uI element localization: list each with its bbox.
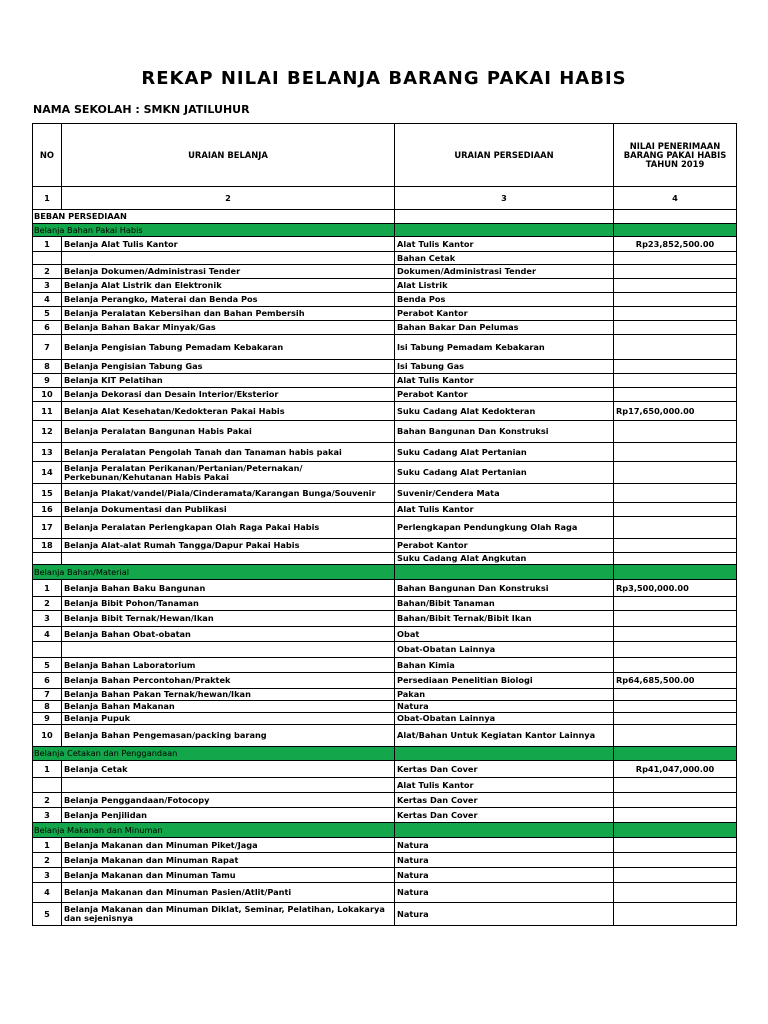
nilai-cell bbox=[614, 808, 737, 823]
nilai-cell bbox=[614, 838, 737, 853]
row-number: 6 bbox=[33, 673, 62, 689]
table-row bbox=[33, 388, 737, 402]
uraian-persediaan-cell: Bahan Bangunan Dan Konstruksi bbox=[395, 580, 614, 597]
uraian-belanja-cell: Belanja Peralatan Bangunan Habis Pakai bbox=[62, 421, 395, 443]
uraian-persediaan-cell: Kertas Dan Cover bbox=[395, 761, 614, 778]
uraian-persediaan-cell: Natura bbox=[395, 868, 614, 883]
uraian-belanja-cell: Belanja Bahan Obat-obatan bbox=[62, 627, 395, 642]
uraian-persediaan-cell: Natura bbox=[395, 903, 614, 926]
uraian-persediaan-cell: Perabot Kantor bbox=[395, 307, 614, 321]
nilai-cell bbox=[614, 421, 737, 443]
nilai-cell bbox=[614, 883, 737, 903]
uraian-persediaan-cell: Bahan Cetak bbox=[395, 252, 614, 265]
table-row bbox=[33, 793, 737, 808]
section-empty-cell bbox=[395, 224, 614, 237]
row-number: 17 bbox=[33, 517, 62, 539]
uraian-belanja-cell: Belanja Alat Listrik dan Elektronik bbox=[62, 279, 395, 293]
nilai-cell bbox=[614, 443, 737, 462]
uraian-belanja-cell bbox=[62, 778, 395, 793]
nilai-cell bbox=[614, 503, 737, 517]
table-row bbox=[33, 853, 737, 868]
table-row bbox=[33, 627, 737, 642]
section-empty-cell bbox=[614, 565, 737, 580]
row-number: 5 bbox=[33, 903, 62, 926]
section-header-row bbox=[33, 747, 737, 761]
uraian-persediaan-cell: Bahan/Bibit Ternak/Bibit Ikan bbox=[395, 611, 614, 627]
nilai-cell bbox=[614, 689, 737, 701]
uraian-persediaan-cell: Pakan bbox=[395, 689, 614, 701]
table-row bbox=[33, 808, 737, 823]
row-number: 1 bbox=[33, 580, 62, 597]
section-header-row bbox=[33, 565, 737, 580]
uraian-belanja-cell: Belanja Bahan Percontohan/Praktek bbox=[62, 673, 395, 689]
header-row bbox=[33, 124, 737, 187]
row-number: 5 bbox=[33, 307, 62, 321]
uraian-belanja-cell: Belanja Penjilidan bbox=[62, 808, 395, 823]
uraian-belanja-cell: Belanja Peralatan Perlengkapan Olah Raga Pakai Habis bbox=[62, 517, 395, 539]
nilai-cell bbox=[614, 484, 737, 503]
row-number: 1 bbox=[33, 838, 62, 853]
col-number: 3 bbox=[395, 187, 614, 210]
table-row bbox=[33, 689, 737, 701]
uraian-belanja-cell: Belanja Bahan Bakar Minyak/Gas bbox=[62, 321, 395, 335]
table-row bbox=[33, 421, 737, 443]
table-row bbox=[33, 673, 737, 689]
table-row bbox=[33, 642, 737, 658]
row-number: 14 bbox=[33, 462, 62, 484]
table-row bbox=[33, 658, 737, 673]
uraian-belanja-cell: Belanja Peralatan Pengolah Tanah dan Tanaman habis pakai bbox=[62, 443, 395, 462]
uraian-belanja-cell: Belanja Makanan dan Minuman Tamu bbox=[62, 868, 395, 883]
table-row bbox=[33, 903, 737, 926]
group-header-row bbox=[33, 210, 737, 224]
row-number: 1 bbox=[33, 761, 62, 778]
uraian-persediaan-cell: Alat Listrik bbox=[395, 279, 614, 293]
nilai-cell bbox=[614, 388, 737, 402]
col-number: 1 bbox=[33, 187, 62, 210]
section-empty-cell bbox=[614, 747, 737, 761]
uraian-persediaan-cell: Bahan/Bibit Tanaman bbox=[395, 597, 614, 611]
uraian-persediaan-cell: Perlengkapan Pendungkung Olah Raga bbox=[395, 517, 614, 539]
uraian-belanja-cell: Belanja Bahan Pengemasan/packing barang bbox=[62, 725, 395, 747]
nilai-cell bbox=[614, 597, 737, 611]
uraian-belanja-cell: Belanja Penggandaan/Fotocopy bbox=[62, 793, 395, 808]
row-number: 3 bbox=[33, 868, 62, 883]
nilai-cell bbox=[614, 462, 737, 484]
table-row bbox=[33, 443, 737, 462]
table-row bbox=[33, 237, 737, 252]
table-row bbox=[33, 335, 737, 360]
nilai-cell bbox=[614, 539, 737, 553]
row-number: 2 bbox=[33, 265, 62, 279]
nilai-cell bbox=[614, 360, 737, 374]
table-row bbox=[33, 539, 737, 553]
uraian-persediaan-cell: Alat Tulis Kantor bbox=[395, 374, 614, 388]
uraian-persediaan-cell: Alat Tulis Kantor bbox=[395, 503, 614, 517]
table-row bbox=[33, 307, 737, 321]
table-row bbox=[33, 838, 737, 853]
row-number: 2 bbox=[33, 597, 62, 611]
uraian-persediaan-cell: Natura bbox=[395, 838, 614, 853]
uraian-persediaan-cell: Bahan Kimia bbox=[395, 658, 614, 673]
nilai-cell bbox=[614, 627, 737, 642]
uraian-belanja-cell: Belanja Alat-alat Rumah Tangga/Dapur Pakai Habis bbox=[62, 539, 395, 553]
row-number: 2 bbox=[33, 793, 62, 808]
row-number: 16 bbox=[33, 503, 62, 517]
nilai-cell bbox=[614, 553, 737, 565]
row-number: 3 bbox=[33, 611, 62, 627]
uraian-belanja-cell: Belanja Pupuk bbox=[62, 713, 395, 725]
table-row bbox=[33, 252, 737, 265]
nilai-cell bbox=[614, 321, 737, 335]
nilai-cell: Rp17,650,000.00 bbox=[614, 402, 737, 421]
table-row bbox=[33, 713, 737, 725]
table-row bbox=[33, 611, 737, 627]
nilai-cell bbox=[614, 279, 737, 293]
nilai-cell bbox=[614, 853, 737, 868]
uraian-belanja-cell: Belanja Makanan dan Minuman Pasien/Atlit/Panti bbox=[62, 883, 395, 903]
section-label: Belanja Cetakan dan Penggandaan bbox=[33, 747, 395, 761]
uraian-belanja-cell: Belanja Peralatan Perikanan/Pertanian/Peternakan/ Perkebunan/Kehutanan Habis Pakai bbox=[62, 462, 395, 484]
table-row bbox=[33, 868, 737, 883]
row-number: 5 bbox=[33, 658, 62, 673]
header-uraian-belanja: URAIAN BELANJA bbox=[62, 124, 395, 187]
row-number bbox=[33, 778, 62, 793]
group-label: BEBAN PERSEDIAAN bbox=[33, 210, 395, 224]
table-row bbox=[33, 293, 737, 307]
uraian-belanja-cell bbox=[62, 252, 395, 265]
nilai-cell bbox=[614, 293, 737, 307]
nilai-cell bbox=[614, 252, 737, 265]
uraian-belanja-cell: Belanja Peralatan Kebersihan dan Bahan Pembersih bbox=[62, 307, 395, 321]
uraian-persediaan-cell: Obat bbox=[395, 627, 614, 642]
table-row bbox=[33, 484, 737, 503]
table-row bbox=[33, 701, 737, 713]
nilai-cell bbox=[614, 903, 737, 926]
nilai-cell bbox=[614, 725, 737, 747]
uraian-belanja-cell: Belanja Makanan dan Minuman Diklat, Seminar, Pelatihan, Lokakarya dan sejenisnya bbox=[62, 903, 395, 926]
row-number bbox=[33, 642, 62, 658]
uraian-persediaan-cell: Kertas Dan Cover bbox=[395, 793, 614, 808]
table-row bbox=[33, 402, 737, 421]
uraian-belanja-cell: Belanja Dokumentasi dan Publikasi bbox=[62, 503, 395, 517]
row-number: 8 bbox=[33, 360, 62, 374]
uraian-belanja-cell: Belanja Plakat/vandel/Piala/Cinderamata/Karangan Bunga/Souvenir bbox=[62, 484, 395, 503]
table-row bbox=[33, 279, 737, 293]
nilai-cell bbox=[614, 517, 737, 539]
uraian-persediaan-cell: Perabot Kantor bbox=[395, 388, 614, 402]
nilai-cell: Rp3,500,000.00 bbox=[614, 580, 737, 597]
uraian-persediaan-cell: Suku Cadang Alat Angkutan bbox=[395, 553, 614, 565]
section-empty-cell bbox=[614, 224, 737, 237]
uraian-persediaan-cell: Alat Tulis Kantor bbox=[395, 778, 614, 793]
uraian-persediaan-cell: Suku Cadang Alat Kedokteran bbox=[395, 402, 614, 421]
nilai-cell bbox=[614, 658, 737, 673]
row-number: 7 bbox=[33, 335, 62, 360]
row-number: 9 bbox=[33, 713, 62, 725]
column-number-row bbox=[33, 187, 737, 210]
uraian-belanja-cell: Belanja Bahan Makanan bbox=[62, 701, 395, 713]
nilai-cell bbox=[614, 335, 737, 360]
col-number: 2 bbox=[62, 187, 395, 210]
table-row bbox=[33, 553, 737, 565]
rekap-table bbox=[32, 123, 737, 926]
table-row bbox=[33, 761, 737, 778]
nilai-cell bbox=[614, 793, 737, 808]
header-nilai: NILAI PENERIMAAN BARANG PAKAI HABIS TAHUN 2019 bbox=[614, 124, 737, 187]
section-label: Belanja Bahan/Material bbox=[33, 565, 395, 580]
col-number: 4 bbox=[614, 187, 737, 210]
uraian-belanja-cell: Belanja Pengisian Tabung Pemadam Kebakaran bbox=[62, 335, 395, 360]
uraian-belanja-cell: Belanja Alat Tulis Kantor bbox=[62, 237, 395, 252]
uraian-persediaan-cell: Isi Tabung Pemadam Kebakaran bbox=[395, 335, 614, 360]
section-header-row bbox=[33, 224, 737, 237]
header-uraian-persediaan: URAIAN PERSEDIAAN bbox=[395, 124, 614, 187]
page-title: REKAP NILAI BELANJA BARANG PAKAI HABIS bbox=[141, 68, 627, 89]
school-name: NAMA SEKOLAH : SMKN JATILUHUR bbox=[33, 103, 250, 116]
row-number bbox=[33, 252, 62, 265]
uraian-belanja-cell: Belanja Alat Kesehatan/Kedokteran Pakai Habis bbox=[62, 402, 395, 421]
nilai-cell bbox=[614, 265, 737, 279]
row-number: 7 bbox=[33, 689, 62, 701]
section-empty-cell bbox=[614, 210, 737, 224]
uraian-persediaan-cell: Natura bbox=[395, 701, 614, 713]
uraian-belanja-cell bbox=[62, 642, 395, 658]
section-label: Belanja Makanan dan Minuman bbox=[33, 823, 395, 838]
nilai-cell bbox=[614, 374, 737, 388]
table-row bbox=[33, 265, 737, 279]
nilai-cell bbox=[614, 778, 737, 793]
row-number: 6 bbox=[33, 321, 62, 335]
uraian-belanja-cell: Belanja Bibit Ternak/Hewan/Ikan bbox=[62, 611, 395, 627]
nilai-cell bbox=[614, 868, 737, 883]
table-row bbox=[33, 360, 737, 374]
section-label: Belanja Bahan Pakai Habis bbox=[33, 224, 395, 237]
uraian-persediaan-cell: Alat Tulis Kantor bbox=[395, 237, 614, 252]
nilai-cell bbox=[614, 642, 737, 658]
nilai-cell bbox=[614, 611, 737, 627]
uraian-belanja-cell: Belanja Pengisian Tabung Gas bbox=[62, 360, 395, 374]
row-number: 1 bbox=[33, 237, 62, 252]
uraian-persediaan-cell: Suku Cadang Alat Pertanian bbox=[395, 462, 614, 484]
row-number: 4 bbox=[33, 883, 62, 903]
uraian-persediaan-cell: Bahan Bangunan Dan Konstruksi bbox=[395, 421, 614, 443]
uraian-persediaan-cell: Natura bbox=[395, 853, 614, 868]
uraian-persediaan-cell: Obat-Obatan Lainnya bbox=[395, 642, 614, 658]
uraian-belanja-cell: Belanja Bibit Pohon/Tanaman bbox=[62, 597, 395, 611]
uraian-belanja-cell: Belanja Bahan Laboratorium bbox=[62, 658, 395, 673]
section-empty-cell bbox=[395, 565, 614, 580]
uraian-belanja-cell: Belanja Bahan Pakan Ternak/hewan/Ikan bbox=[62, 689, 395, 701]
uraian-belanja-cell: Belanja Bahan Baku Bangunan bbox=[62, 580, 395, 597]
uraian-persediaan-cell: Dokumen/Administrasi Tender bbox=[395, 265, 614, 279]
row-number: 2 bbox=[33, 853, 62, 868]
uraian-persediaan-cell: Obat-Obatan Lainnya bbox=[395, 713, 614, 725]
table-row bbox=[33, 597, 737, 611]
uraian-belanja-cell: Belanja Dokumen/Administrasi Tender bbox=[62, 265, 395, 279]
row-number: 3 bbox=[33, 808, 62, 823]
section-empty-cell bbox=[395, 823, 614, 838]
uraian-persediaan-cell: Benda Pos bbox=[395, 293, 614, 307]
header-no: NO bbox=[33, 124, 62, 187]
row-number: 13 bbox=[33, 443, 62, 462]
uraian-persediaan-cell: Persediaan Penelitian Biologi bbox=[395, 673, 614, 689]
nilai-cell bbox=[614, 701, 737, 713]
nilai-cell bbox=[614, 713, 737, 725]
uraian-persediaan-cell: Suku Cadang Alat Pertanian bbox=[395, 443, 614, 462]
uraian-belanja-cell: Belanja Dekorasi dan Desain Interior/Eksterior bbox=[62, 388, 395, 402]
row-number: 18 bbox=[33, 539, 62, 553]
uraian-belanja-cell: Belanja KIT Pelatihan bbox=[62, 374, 395, 388]
row-number: 10 bbox=[33, 725, 62, 747]
section-header-row bbox=[33, 823, 737, 838]
nilai-cell bbox=[614, 307, 737, 321]
table-row bbox=[33, 321, 737, 335]
uraian-persediaan-cell: Natura bbox=[395, 883, 614, 903]
uraian-belanja-cell bbox=[62, 553, 395, 565]
section-empty-cell bbox=[395, 747, 614, 761]
nilai-cell: Rp64,685,500.00 bbox=[614, 673, 737, 689]
row-number: 3 bbox=[33, 279, 62, 293]
uraian-belanja-cell: Belanja Perangko, Materai dan Benda Pos bbox=[62, 293, 395, 307]
uraian-belanja-cell: Belanja Makanan dan Minuman Piket/Jaga bbox=[62, 838, 395, 853]
row-number: 11 bbox=[33, 402, 62, 421]
section-empty-cell bbox=[614, 823, 737, 838]
table-row bbox=[33, 580, 737, 597]
nilai-cell: Rp23,852,500.00 bbox=[614, 237, 737, 252]
nilai-cell: Rp41,047,000.00 bbox=[614, 761, 737, 778]
row-number: 8 bbox=[33, 701, 62, 713]
row-number: 12 bbox=[33, 421, 62, 443]
uraian-persediaan-cell: Alat/Bahan Untuk Kegiatan Kantor Lainnya bbox=[395, 725, 614, 747]
table-row bbox=[33, 725, 737, 747]
table-row bbox=[33, 374, 737, 388]
uraian-belanja-cell: Belanja Makanan dan Minuman Rapat bbox=[62, 853, 395, 868]
uraian-persediaan-cell: Bahan Bakar Dan Pelumas bbox=[395, 321, 614, 335]
table-row bbox=[33, 462, 737, 484]
uraian-persediaan-cell: Kertas Dan Cover bbox=[395, 808, 614, 823]
row-number bbox=[33, 553, 62, 565]
uraian-persediaan-cell: Suvenir/Cendera Mata bbox=[395, 484, 614, 503]
table-row bbox=[33, 517, 737, 539]
table-row bbox=[33, 883, 737, 903]
row-number: 4 bbox=[33, 627, 62, 642]
row-number: 4 bbox=[33, 293, 62, 307]
row-number: 15 bbox=[33, 484, 62, 503]
uraian-belanja-cell: Belanja Cetak bbox=[62, 761, 395, 778]
uraian-persediaan-cell: Isi Tabung Gas bbox=[395, 360, 614, 374]
table-row bbox=[33, 778, 737, 793]
row-number: 9 bbox=[33, 374, 62, 388]
uraian-persediaan-cell: Perabot Kantor bbox=[395, 539, 614, 553]
row-number: 10 bbox=[33, 388, 62, 402]
table-row bbox=[33, 503, 737, 517]
section-empty-cell bbox=[395, 210, 614, 224]
